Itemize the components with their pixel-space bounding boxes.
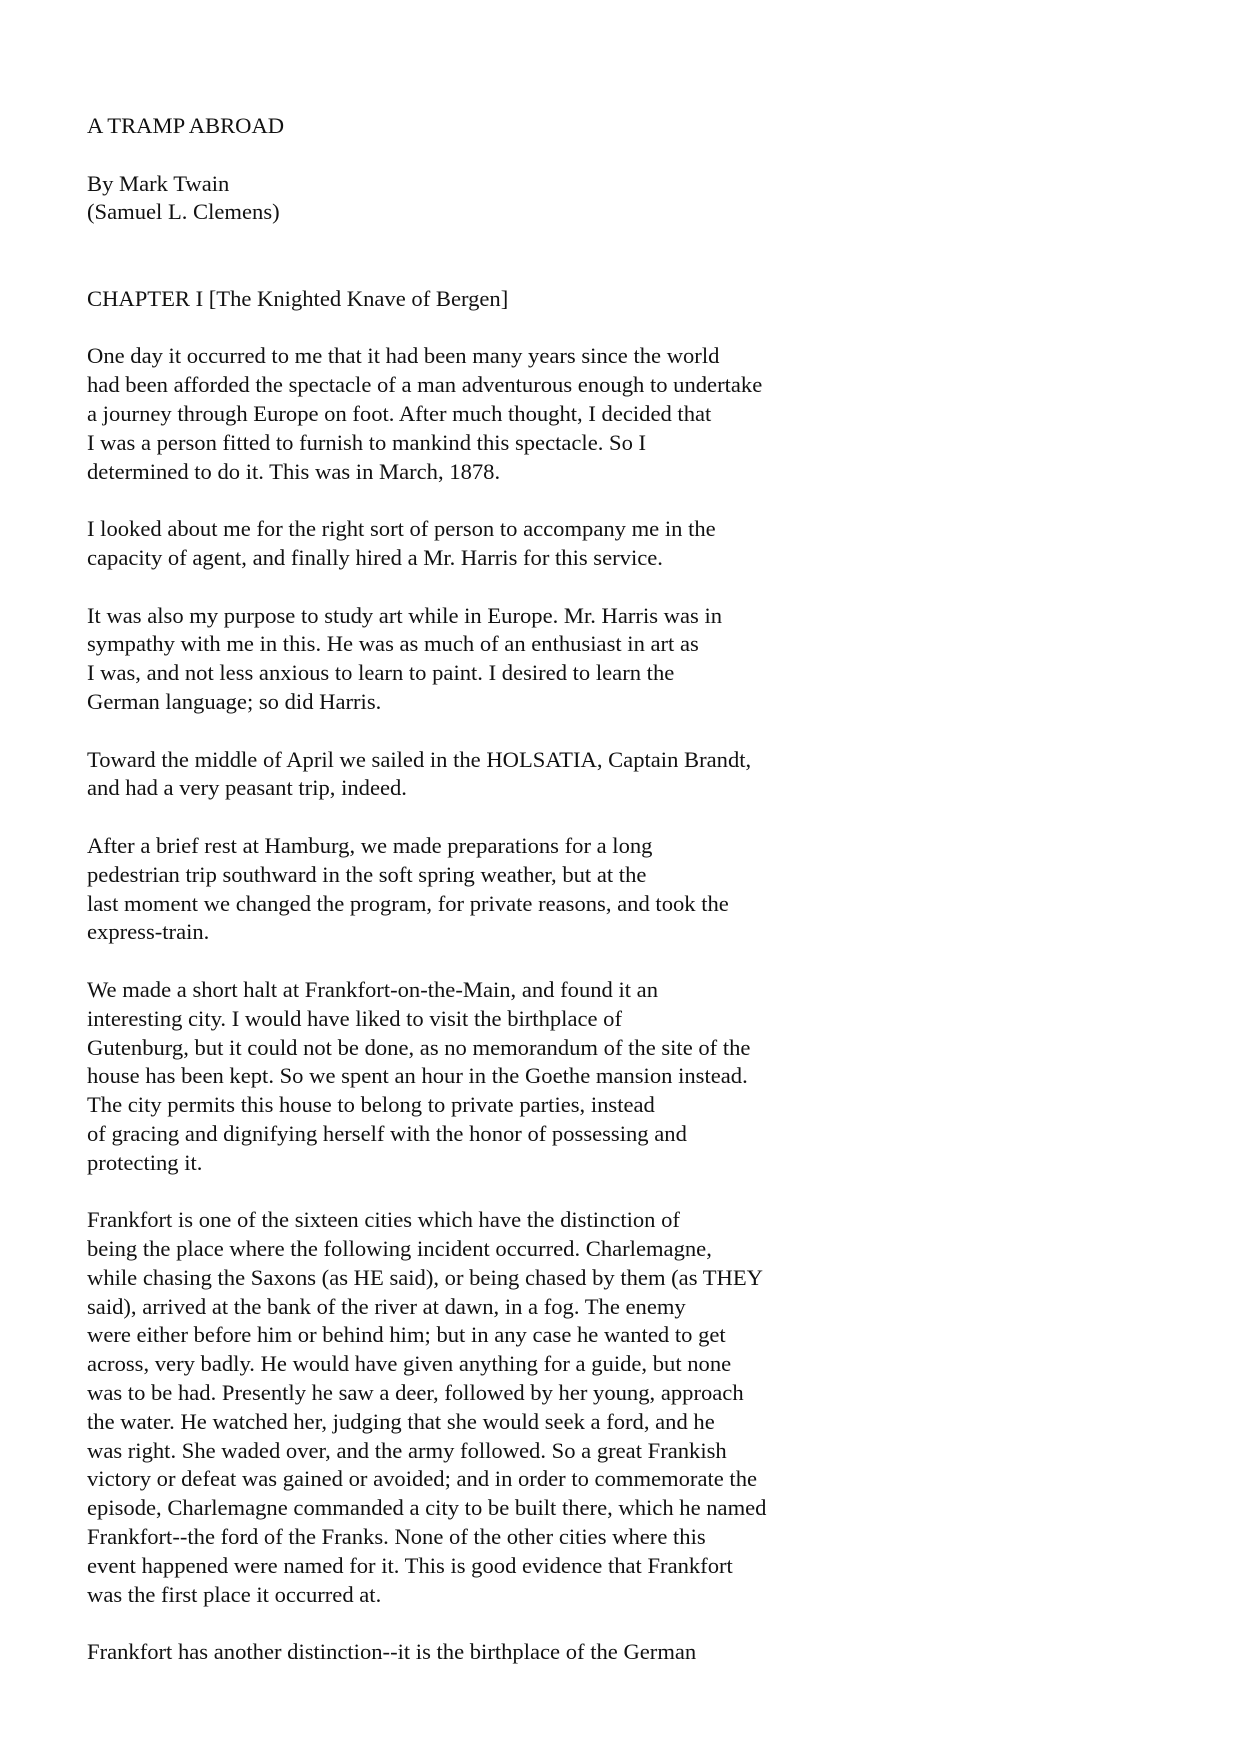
paragraph-line: express-train. [87, 919, 210, 945]
paragraph-line: Frankfort has another distinction--it is the birthplace of the German [87, 1639, 697, 1665]
paragraph [87, 1206, 1167, 1609]
spacer [87, 803, 1167, 832]
paragraph-line: episode, Charlemagne commanded a city to be built there, which he named [87, 1495, 767, 1521]
paragraph [87, 976, 1167, 1178]
paragraph-line: said), arrived at the bank of the river at dawn, in a fog. The enemy [87, 1293, 686, 1319]
spacer [87, 947, 1167, 976]
spacer [87, 314, 1167, 343]
paragraph [87, 832, 1167, 947]
author-byline: By Mark Twain [87, 170, 230, 196]
paragraph-line: One day it occurred to me that it had been many years since the world [87, 343, 720, 369]
paragraph-line: I was, and not less anxious to learn to paint. I desired to learn the [87, 660, 675, 686]
paragraph-line: interesting city. I would have liked to visit the birthplace of [87, 1005, 623, 1031]
spacer [87, 1609, 1167, 1638]
author-real-name: (Samuel L. Clemens) [87, 199, 280, 225]
paragraph [87, 342, 1167, 486]
spacer [87, 227, 1167, 285]
paragraph-line: capacity of agent, and finally hired a Mr. Harris for this service. [87, 544, 663, 570]
paragraph-line: was right. She waded over, and the army followed. So a great Frankish [87, 1437, 727, 1463]
paragraph-line: while chasing the Saxons (as HE said), or being chased by them (as THEY [87, 1264, 763, 1290]
paragraph-line: victory or defeat was gained or avoided; and in order to commemorate the [87, 1466, 758, 1492]
paragraph-line: had been afforded the spectacle of a man adventurous enough to undertake [87, 372, 763, 398]
paragraph-line: last moment we changed the program, for private reasons, and took the [87, 890, 729, 916]
spacer [87, 573, 1167, 602]
spacer [87, 486, 1167, 515]
paragraph-line: Frankfort is one of the sixteen cities which have the distinction of [87, 1207, 680, 1233]
paragraph-line: The city permits this house to belong to private parties, instead [87, 1092, 655, 1118]
paragraph-line: event happened were named for it. This is good evidence that Frankfort [87, 1552, 733, 1578]
paragraph-line: protecting it. [87, 1149, 203, 1175]
paragraph-line: house has been kept. So we spent an hour in the Goethe mansion instead. [87, 1063, 748, 1089]
paragraph-line: determined to do it. This was in March, 1878. [87, 458, 501, 484]
book-title: A TRAMP ABROAD [87, 113, 285, 138]
spacer [87, 717, 1167, 746]
paragraph-line: the water. He watched her, judging that she would seek a ford, and he [87, 1408, 715, 1434]
paragraph-line: pedestrian trip southward in the soft spring weather, but at the [87, 861, 647, 887]
paragraph-line: I looked about me for the right sort of person to accompany me in the [87, 516, 716, 542]
paragraph-line: It was also my purpose to study art while in Europe. Mr. Harris was in [87, 602, 723, 628]
paragraph-line: across, very badly. He would have given anything for a guide, but none [87, 1351, 732, 1377]
paragraph [87, 602, 1167, 717]
paragraph-line: being the place where the following incident occurred. Charlemagne, [87, 1236, 712, 1262]
document-page [87, 112, 1167, 1667]
paragraph-line: was the first place it occurred at. [87, 1581, 382, 1607]
paragraph-line: Gutenburg, but it could not be done, as no memorandum of the site of the [87, 1034, 751, 1060]
paragraph-line: and had a very peasant trip, indeed. [87, 775, 407, 801]
spacer [87, 1177, 1167, 1206]
paragraph [87, 515, 1167, 573]
paragraph-line: After a brief rest at Hamburg, we made preparations for a long [87, 832, 653, 858]
paragraph-line: I was a person fitted to furnish to mankind this spectacle. So I [87, 429, 647, 455]
paragraph-line: was to be had. Presently he saw a deer, followed by her young, approach [87, 1380, 744, 1406]
spacer [87, 141, 1167, 170]
paragraph-line: Frankfort--the ford of the Franks. None of the other cities where this [87, 1524, 706, 1550]
paragraph-line: Toward the middle of April we sailed in the HOLSATIA, Captain Brandt, [87, 746, 752, 772]
chapter-heading: CHAPTER I [The Knighted Knave of Bergen] [87, 285, 509, 311]
paragraph-line: We made a short halt at Frankfort-on-the-Main, and found it an [87, 976, 659, 1002]
chapter-body [87, 342, 1167, 1667]
paragraph-line: of gracing and dignifying herself with the honor of possessing and [87, 1120, 687, 1146]
paragraph [87, 746, 1167, 804]
paragraph [87, 1638, 1167, 1667]
paragraph-line: sympathy with me in this. He was as much of an enthusiast in art as [87, 631, 699, 657]
paragraph-line: a journey through Europe on foot. After much thought, I decided that [87, 400, 712, 426]
paragraph-line: German language; so did Harris. [87, 688, 382, 714]
paragraph-line: were either before him or behind him; but in any case he wanted to get [87, 1322, 726, 1348]
